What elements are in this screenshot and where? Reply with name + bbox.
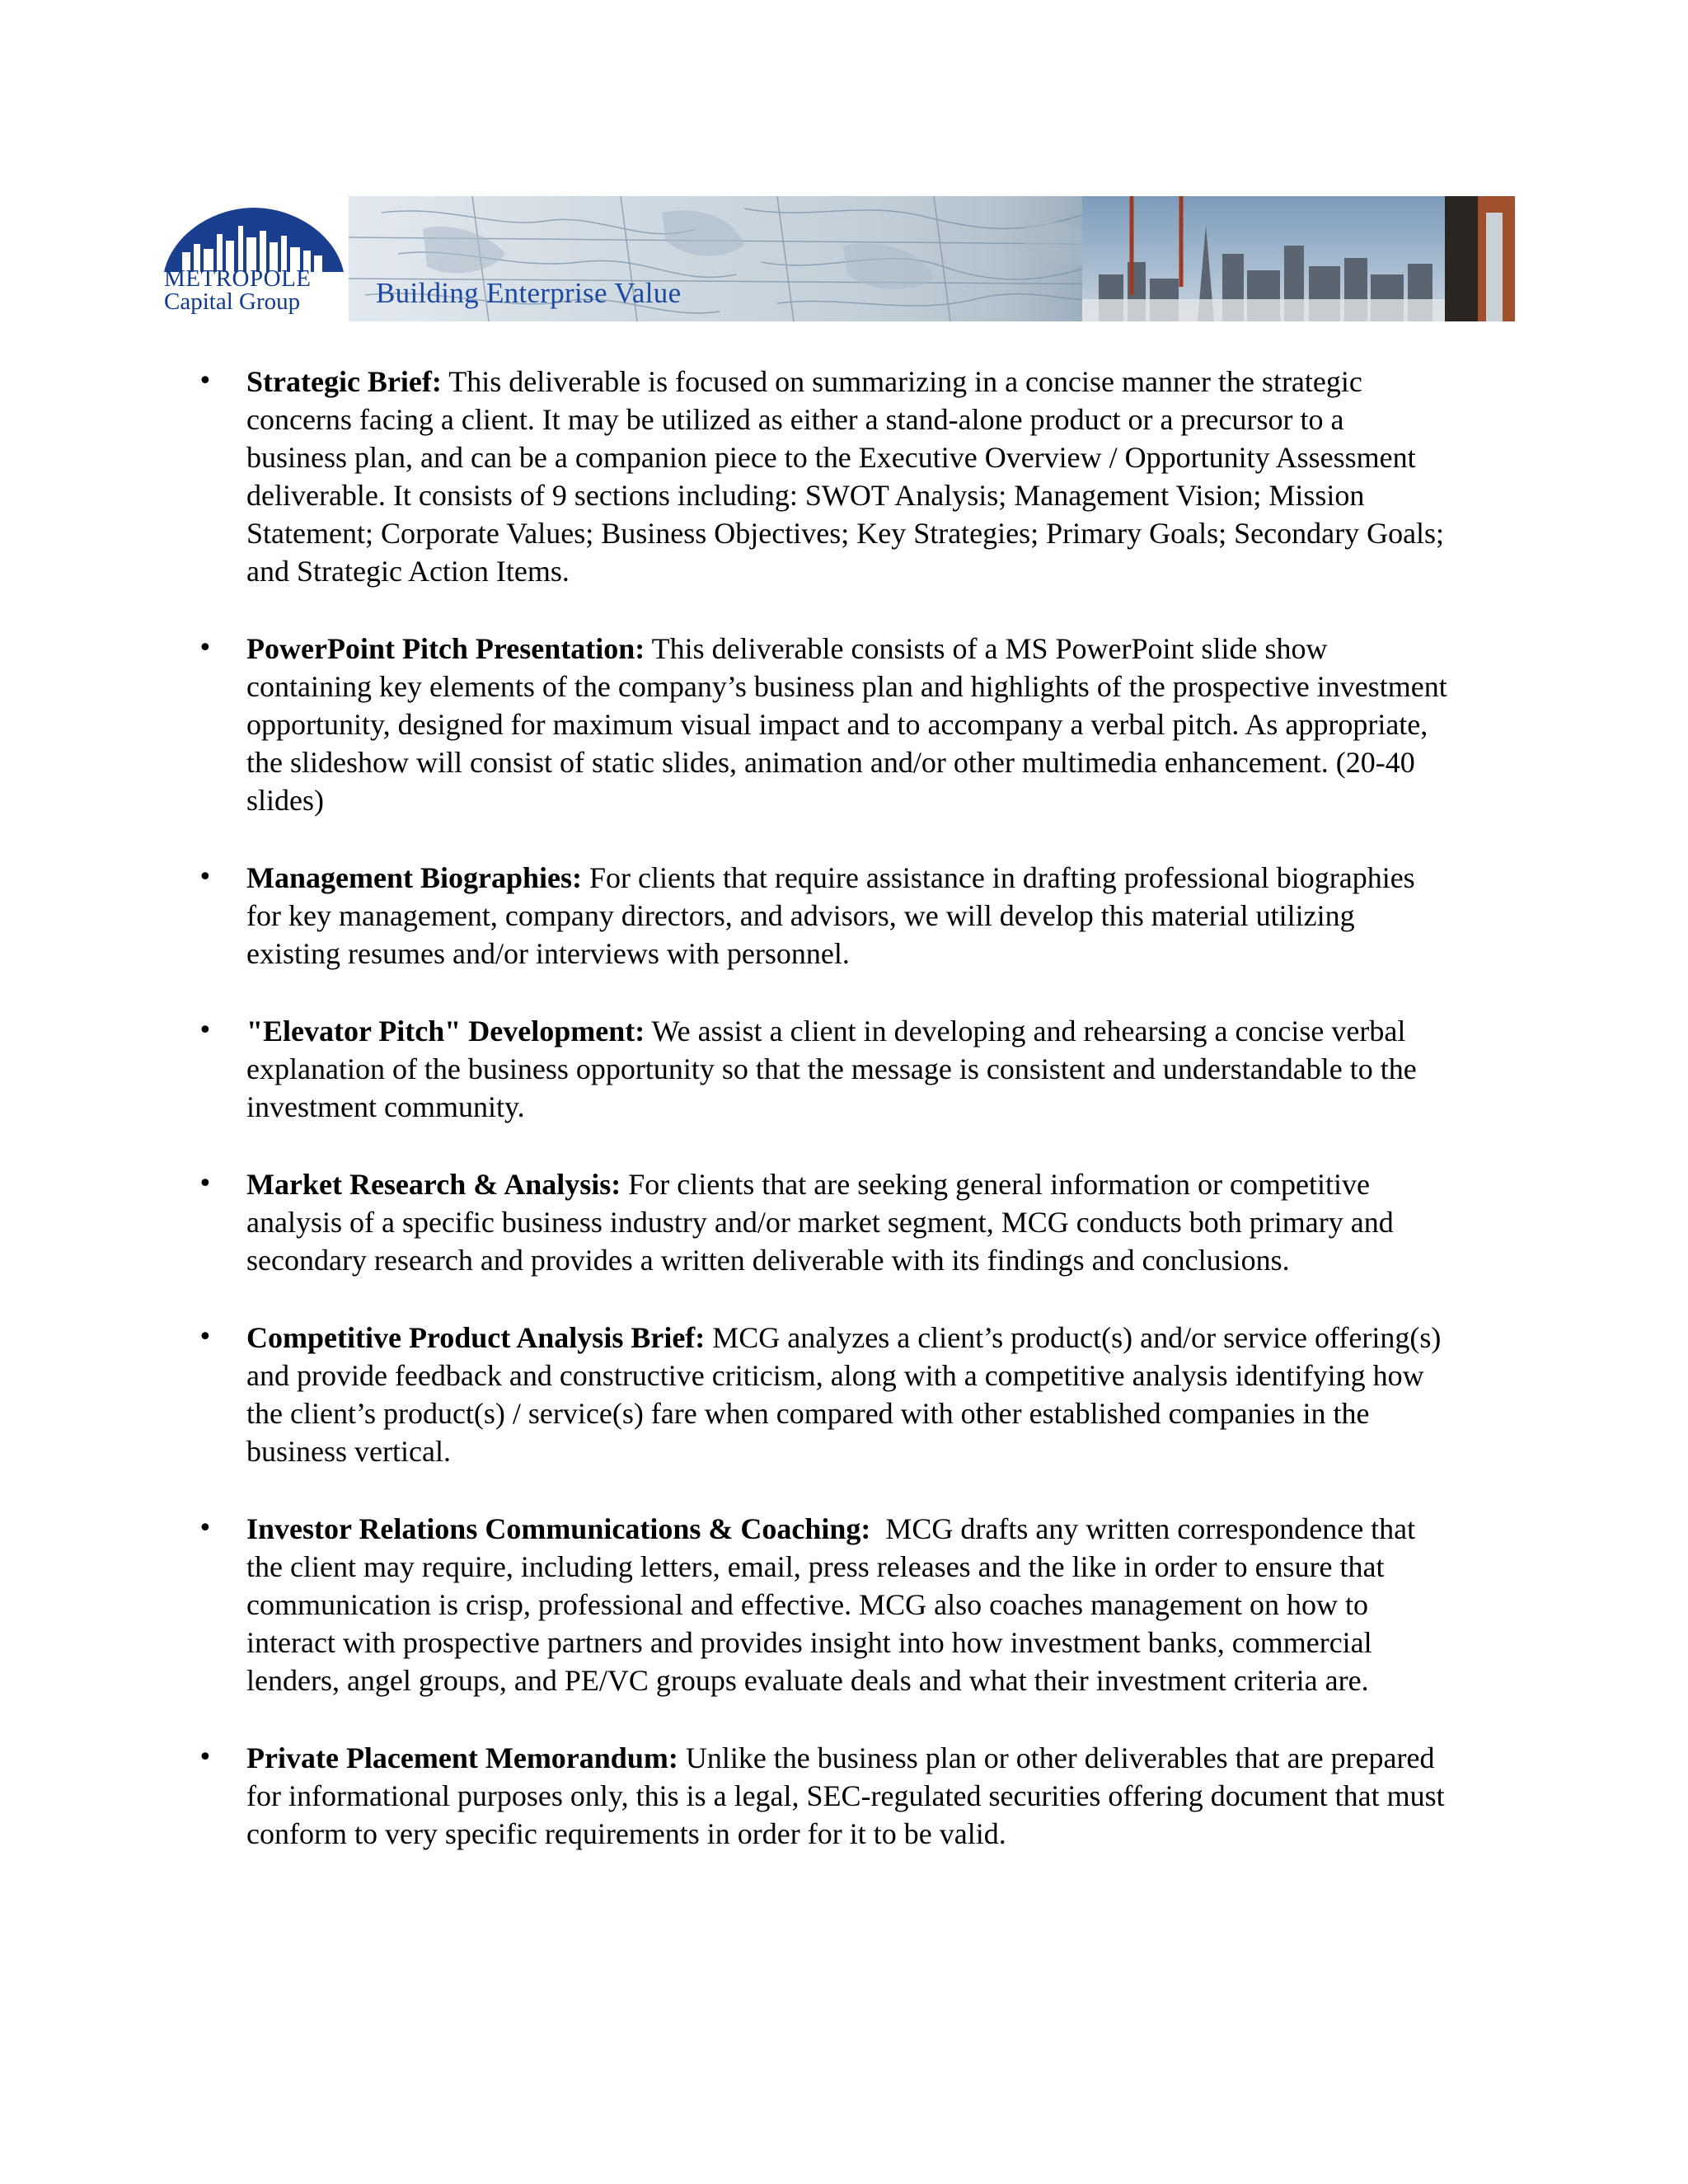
list-item-market-research: [0, 1165, 1450, 1279]
bullet-icon: •: [198, 634, 213, 663]
bullet-icon: •: [198, 1514, 213, 1543]
item-text: This deliverable consists of a MS PowerPoint slide show containing key elements of the company’s business plan and highlights of the prospective investment opportunity, designed for maximum visual impact and to accompany a verbal pitch. As appropriate, the slideshow will consist of static slides, animation and/or other multimedia enhancement. (20-40 slides): [246, 632, 1447, 817]
banner-tagline: Building Enterprise Value: [376, 277, 682, 309]
logo-name-line1: METROPOLE: [164, 265, 312, 292]
item-text: MCG analyzes a client’s product(s) and/or service offering(s) and provide feedback and constructive criticism, along with a competitive analysis identifying how the client’s product(s) / service(s) fare when compared with other established companies in the business vertical.: [246, 1321, 1442, 1468]
services-list: [0, 363, 1688, 1892]
item-text: Unlike the business plan or other deliverables that are prepared for informational purposes only, this is a legal, SEC-regulated securities offering document that must conform to very specific requirements in order for it to be valid.: [246, 1741, 1445, 1850]
item-term: Competitive Product Analysis Brief:: [246, 1321, 706, 1354]
list-item-management-biographies: [0, 859, 1450, 972]
header-banner: [159, 196, 1515, 321]
list-item-elevator-pitch: [0, 1012, 1450, 1126]
bullet-icon: •: [198, 1169, 213, 1198]
item-term: Strategic Brief:: [246, 365, 442, 398]
bullet-icon: •: [198, 1016, 213, 1045]
city-skyline-photo: [1082, 196, 1515, 321]
item-text: For clients that require assistance in drafting professional biographies for key management, company directors, and advisors, we will develop this material utilizing existing resumes and/or interviews with personnel.: [246, 861, 1415, 970]
item-term: Management Biographies:: [246, 861, 582, 894]
item-term: PowerPoint Pitch Presentation:: [246, 632, 645, 665]
list-item-investor-relations: [0, 1510, 1450, 1699]
item-term: Investor Relations Communications & Coaching:: [246, 1512, 871, 1545]
item-term: "Elevator Pitch" Development:: [246, 1015, 645, 1047]
list-item-powerpoint-pitch: [0, 630, 1450, 819]
bullet-icon: •: [198, 863, 213, 892]
logo-name-line2: Capital Group: [164, 288, 301, 315]
bullet-icon: •: [198, 367, 213, 396]
bullet-icon: •: [198, 1743, 213, 1772]
item-term: Market Research & Analysis:: [246, 1168, 621, 1201]
item-text: MCG drafts any written correspondence that the client may require, including letters, email, press releases and the like in order to ensure that communication is crisp, professional and effective. MCG also coaches management on how to interact with prospective partners and provides insight into how investment banks, commercial lenders, angel groups, and PE/VC groups evaluate deals and what their investment criteria are.: [246, 1512, 1423, 1697]
item-term: Private Placement Memorandum:: [246, 1741, 678, 1774]
item-text: This deliverable is focused on summarizing in a concise manner the strategic concerns facing a client. It may be utilized as either a stand-alone product or a precursor to a business plan, and can be a companion piece to the Executive Overview / Opportunity Assessment deliverable. It consists of 9 sections including: SWOT Analysis; Management Vision; Mission Statement; Corporate Values; Business Objectives; Key Strategies; Primary Goals; Secondary Goals; and Strategic Action Items.: [246, 365, 1445, 588]
item-text: For clients that are seeking general information or competitive analysis of a specific business industry and/or market segment, MCG conducts both primary and secondary research and provides a written deliverable with its findings and conclusions.: [246, 1168, 1394, 1277]
bullet-icon: •: [198, 1323, 213, 1352]
list-item-private-placement-memorandum: [0, 1739, 1450, 1853]
list-item-competitive-product-analysis: [0, 1319, 1450, 1470]
metropole-logo: [159, 196, 349, 321]
skyline-logo-icon: [164, 201, 344, 272]
list-item-strategic-brief: [0, 363, 1450, 590]
item-text: We assist a client in developing and rehearsing a concise verbal explanation of the business opportunity so that the message is consistent and understandable to the investment community.: [246, 1015, 1417, 1123]
